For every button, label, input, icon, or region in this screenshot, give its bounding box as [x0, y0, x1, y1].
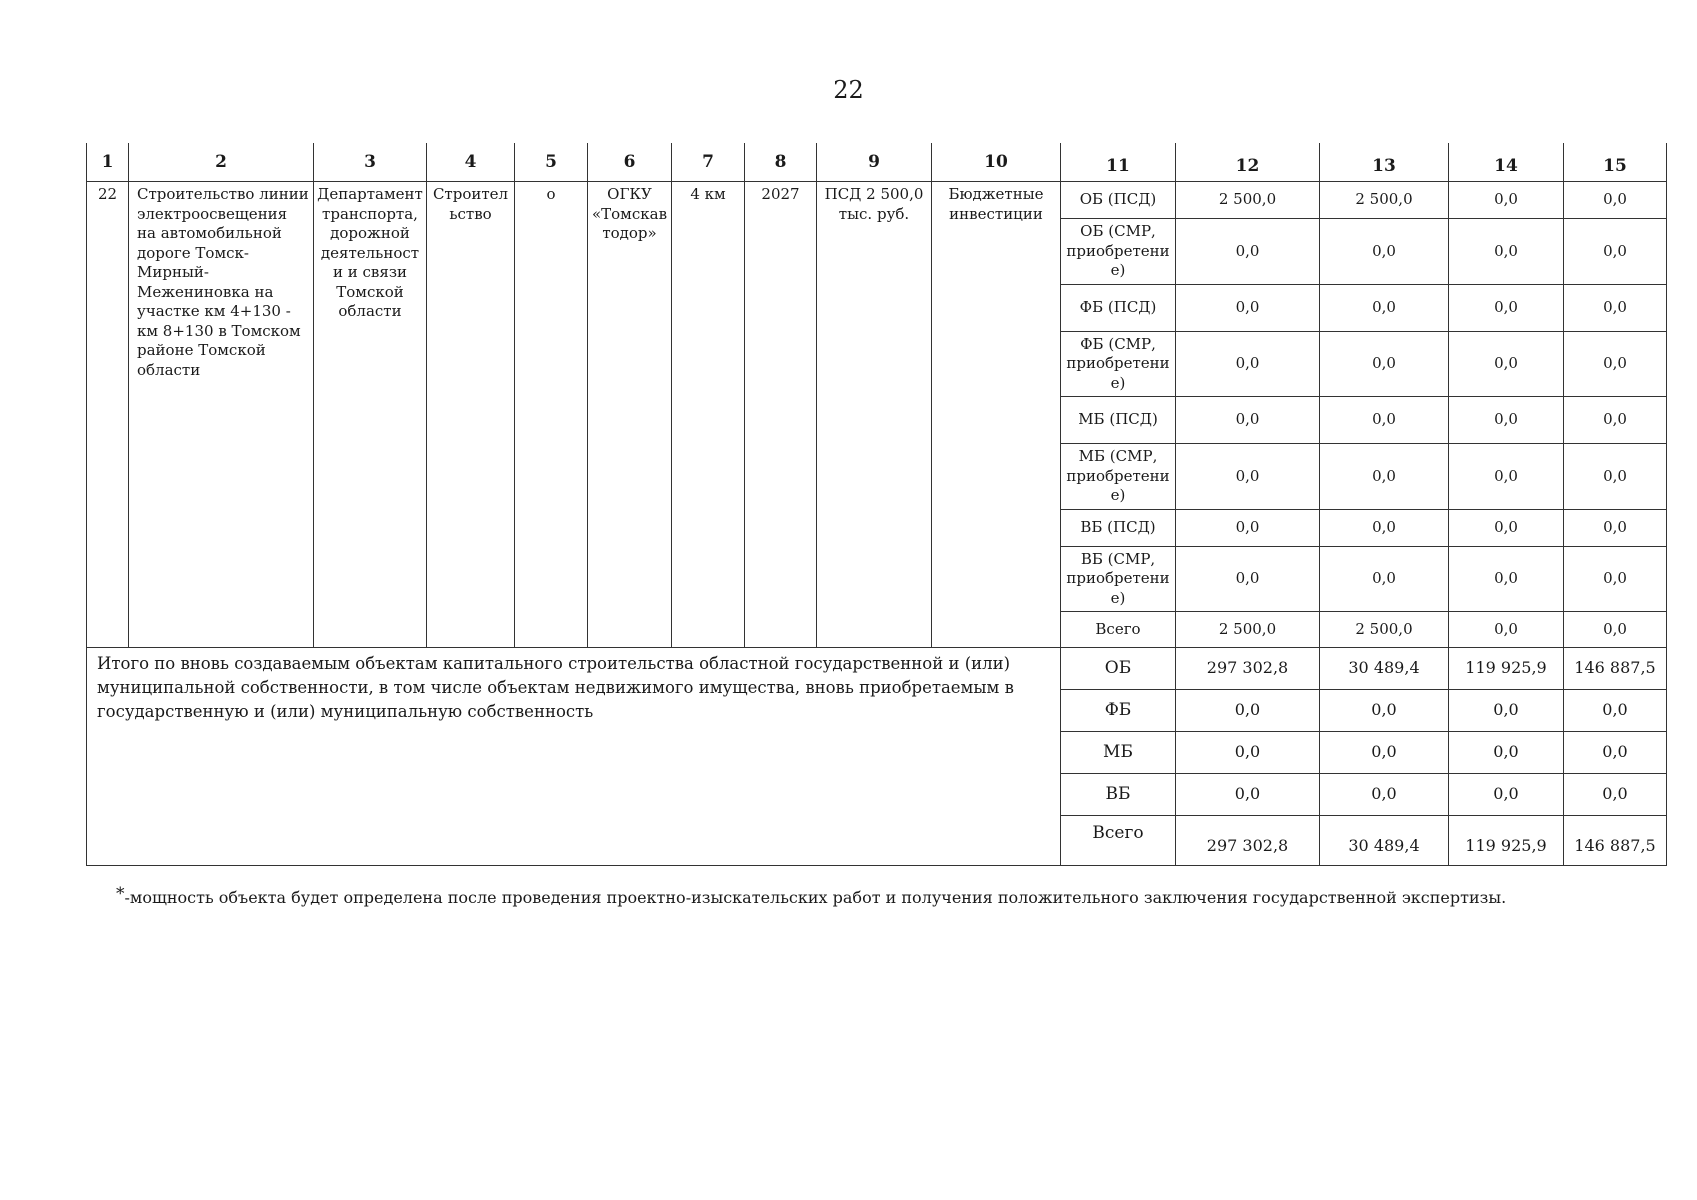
- value-cell: 0,0: [1449, 690, 1564, 732]
- value-cell: 2 500,0: [1176, 612, 1320, 648]
- funding-source: ВБ (СМР, приобретение): [1061, 546, 1176, 612]
- value-cell: 119 925,9: [1449, 816, 1564, 866]
- value-cell: 0,0: [1176, 732, 1320, 774]
- value-cell: 0,0: [1176, 397, 1320, 444]
- value-cell: 0,0: [1320, 284, 1449, 331]
- value-cell: 0,0: [1564, 182, 1667, 219]
- value-cell: 0,0: [1449, 182, 1564, 219]
- value-cell: 0,0: [1176, 219, 1320, 285]
- col-header: 13: [1320, 143, 1449, 182]
- object-work-type: Строительство: [427, 182, 515, 648]
- value-cell: 146 887,5: [1564, 648, 1667, 690]
- value-cell: 0,0: [1449, 546, 1564, 612]
- col-header: 4: [427, 143, 515, 182]
- column-numbers-row: [87, 143, 1667, 182]
- funding-source: ОБ (СМР, приобретение): [1061, 219, 1176, 285]
- object-col5: о: [515, 182, 588, 648]
- value-cell: 0,0: [1564, 509, 1667, 546]
- col-header: 5: [515, 143, 588, 182]
- funding-source: ОБ: [1061, 648, 1176, 690]
- value-cell: 0,0: [1320, 732, 1449, 774]
- object-cost: ПСД 2 500,0 тыс. руб.: [817, 182, 932, 648]
- value-cell: 0,0: [1449, 284, 1564, 331]
- value-cell: 297 302,8: [1176, 816, 1320, 866]
- col-header: 2: [129, 143, 314, 182]
- funding-source: МБ: [1061, 732, 1176, 774]
- value-cell: 0,0: [1176, 774, 1320, 816]
- col-header: 6: [588, 143, 672, 182]
- value-cell: 30 489,4: [1320, 648, 1449, 690]
- object-department: Департамент транспорта, дорожной деятельности и связи Томской области: [314, 182, 427, 648]
- object-financing-form: Бюджетные инвестиции: [932, 182, 1061, 648]
- value-cell: 0,0: [1564, 690, 1667, 732]
- value-cell: 0,0: [1449, 612, 1564, 648]
- value-cell: 0,0: [1564, 732, 1667, 774]
- footnote-marker: *: [116, 884, 125, 904]
- value-cell: 0,0: [1176, 690, 1320, 732]
- value-cell: 0,0: [1564, 397, 1667, 444]
- funding-source: ФБ (СМР, приобретение): [1061, 331, 1176, 397]
- footnote: [116, 884, 1656, 907]
- value-cell: 0,0: [1449, 397, 1564, 444]
- col-header: 3: [314, 143, 427, 182]
- value-cell: 297 302,8: [1176, 648, 1320, 690]
- value-cell: 0,0: [1176, 284, 1320, 331]
- value-cell: 0,0: [1176, 444, 1320, 510]
- object-year: 2027: [745, 182, 817, 648]
- object-customer: ОГКУ «Томскавтодор»: [588, 182, 672, 648]
- value-cell: 0,0: [1449, 732, 1564, 774]
- total-row: [87, 648, 1667, 690]
- value-cell: 0,0: [1449, 331, 1564, 397]
- value-cell: 0,0: [1176, 331, 1320, 397]
- value-cell: 0,0: [1449, 219, 1564, 285]
- value-cell: 0,0: [1320, 331, 1449, 397]
- page-number: 22: [833, 76, 864, 104]
- value-cell: 0,0: [1564, 444, 1667, 510]
- value-cell: 0,0: [1449, 444, 1564, 510]
- value-cell: 0,0: [1320, 546, 1449, 612]
- value-cell: 0,0: [1320, 690, 1449, 732]
- value-cell: 0,0: [1564, 546, 1667, 612]
- funding-source: ВБ (ПСД): [1061, 509, 1176, 546]
- funding-source: Всего: [1061, 612, 1176, 648]
- value-cell: 146 887,5: [1564, 816, 1667, 866]
- value-cell: 0,0: [1320, 444, 1449, 510]
- value-cell: 0,0: [1449, 509, 1564, 546]
- investment-table: [86, 143, 1667, 866]
- value-cell: 0,0: [1564, 331, 1667, 397]
- funding-source: ФБ: [1061, 690, 1176, 732]
- funding-source: МБ (СМР, приобретение): [1061, 444, 1176, 510]
- col-header: 11: [1061, 143, 1176, 182]
- funding-source: Всего: [1061, 816, 1176, 866]
- col-header: 1: [87, 143, 129, 182]
- col-header: 14: [1449, 143, 1564, 182]
- col-header: 15: [1564, 143, 1667, 182]
- col-header: 10: [932, 143, 1061, 182]
- funding-source: ФБ (ПСД): [1061, 284, 1176, 331]
- value-cell: 0,0: [1320, 397, 1449, 444]
- value-cell: 2 500,0: [1320, 612, 1449, 648]
- value-cell: 0,0: [1564, 219, 1667, 285]
- col-header: 12: [1176, 143, 1320, 182]
- footnote-text: -мощность объекта будет определена после проведения проектно-изыскательских работ и получения положительного заключения государственной экспертизы.: [124, 888, 1507, 907]
- value-cell: 0,0: [1564, 284, 1667, 331]
- object-number: 22: [87, 182, 129, 648]
- object-row: [87, 182, 1667, 219]
- total-label: Итого по вновь создаваемым объектам капитального строительства областной государственной и (или) муниципальной собственности, в том числе объектам недвижимого имущества, вновь приобретаемым в государственную и (или) муниципальную собственность: [87, 648, 1061, 866]
- value-cell: 0,0: [1564, 612, 1667, 648]
- value-cell: 2 500,0: [1320, 182, 1449, 219]
- value-cell: 0,0: [1320, 509, 1449, 546]
- funding-source: ОБ (ПСД): [1061, 182, 1176, 219]
- value-cell: 0,0: [1449, 774, 1564, 816]
- value-cell: 0,0: [1176, 546, 1320, 612]
- value-cell: 30 489,4: [1320, 816, 1449, 866]
- object-capacity: 4 км: [672, 182, 745, 648]
- funding-source: МБ (ПСД): [1061, 397, 1176, 444]
- col-header: 8: [745, 143, 817, 182]
- funding-source: ВБ: [1061, 774, 1176, 816]
- value-cell: 0,0: [1564, 774, 1667, 816]
- value-cell: 2 500,0: [1176, 182, 1320, 219]
- value-cell: 0,0: [1320, 219, 1449, 285]
- col-header: 9: [817, 143, 932, 182]
- value-cell: 0,0: [1320, 774, 1449, 816]
- object-name: Строительство линии электроосвещения на автомобильной дороге Томск-Мирный-Межениновка на участке км 4+130 - км 8+130 в Томском районе Томской области: [129, 182, 314, 648]
- value-cell: 0,0: [1176, 509, 1320, 546]
- value-cell: 119 925,9: [1449, 648, 1564, 690]
- col-header: 7: [672, 143, 745, 182]
